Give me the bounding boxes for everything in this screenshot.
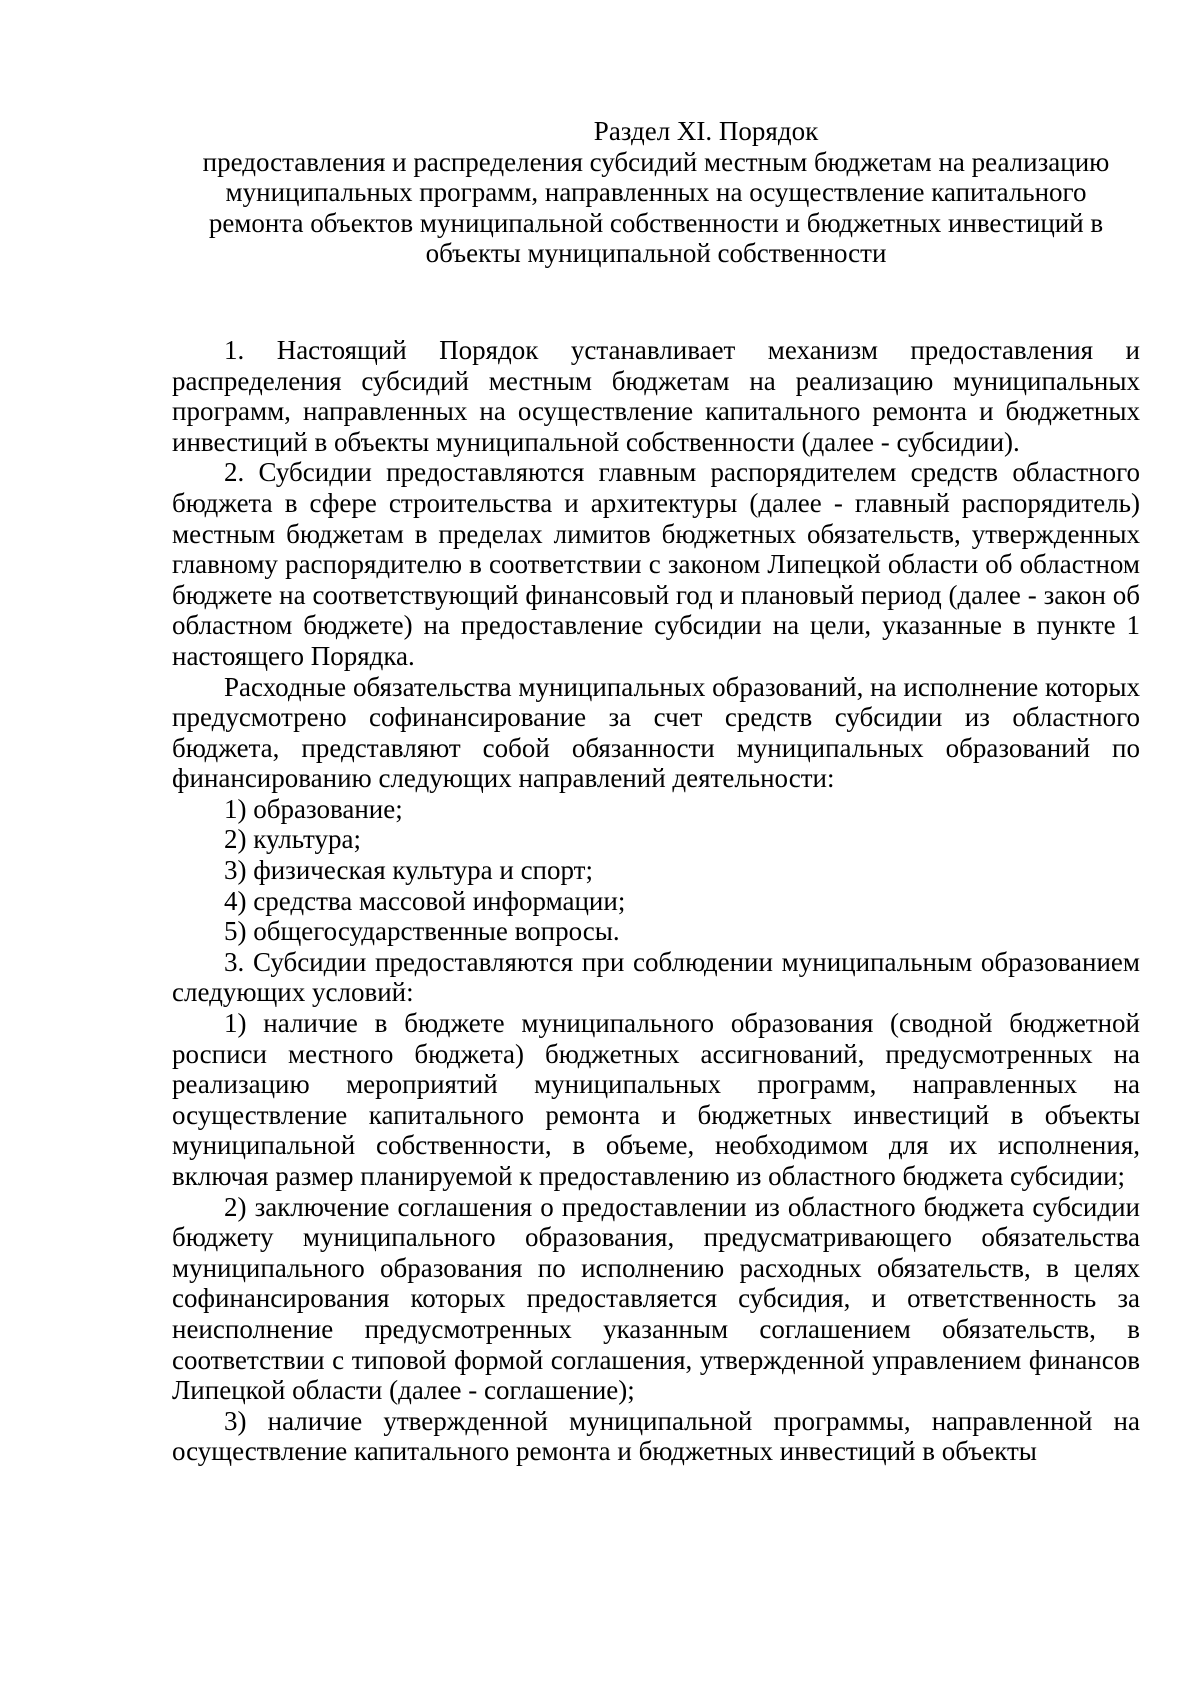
paragraph-expenditure-obligations: Расходные обязательства муниципальных образований, на исполнение которых предусмотрено софинансирование за счет средств субсидии из областного бюджета, представляют собой обязанности муниципальных образований по финансированию следующих направлений деятельности:	[172, 671, 1140, 794]
condition-2: 2) заключение соглашения о предоставлении из областного бюджета субсидии бюджету муниципального образования, предусматривающего обязательства муниципального образования по исполнению расходных обязательств, в целях софинансирования которых предоставляется субсидия, и ответственность за неисполнение предусмотренных указанным соглашением обязательств, в соответствии с типовой формой соглашения, утвержденной управлением финансов Липецкой области (далее - соглашение);	[172, 1191, 1140, 1406]
paragraph-1: 1. Настоящий Порядок устанавливает механизм предоставления и распределения субсидий местным бюджетам на реализацию муниципальных программ, направленных на осуществление капитального ремонта и бюджетных инвестиций в объекты муниципальной собственности (далее - субсидии).	[172, 334, 1140, 457]
title-line: объекты муниципальной собственности	[425, 238, 887, 269]
direction-item: 4) средства массовой информации;	[224, 885, 626, 916]
direction-item: 1) образование;	[224, 793, 403, 824]
direction-item: 3) физическая культура и спорт;	[224, 855, 593, 886]
direction-item: 5) общегосударственные вопросы.	[224, 916, 620, 947]
condition-1: 1) наличие в бюджете муниципального образования (сводной бюджетной росписи местного бюджета) бюджетных ассигнований, предусмотренных на реализацию мероприятий муниципальных программ, направленных на осуществление капитального ремонта и бюджетных инвестиций в объекты муниципальной собственности, в объеме, необходимом для их исполнения, включая размер планируемой к предоставлению из областного бюджета субсидии;	[172, 1008, 1140, 1191]
document-page	[172, 116, 1140, 1467]
title-line: ремонта объектов муниципальной собственности и бюджетных инвестиций в	[208, 207, 1104, 238]
paragraph-2: 2. Субсидии предоставляются главным распорядителем средств областного бюджета в сфере строительства и архитектуры (далее - главный распорядитель) местным бюджетам в пределах лимитов бюджетных обязательств, утвержденных главному распорядителю в соответствии с законом Липецкой области об областном бюджете на соответствующий финансовый год и плановый период (далее - закон об областном бюджете) на предоставление субсидии на цели, указанные в пункте 1 настоящего Порядка.	[172, 457, 1140, 671]
section-title	[172, 116, 1140, 269]
condition-3: 3) наличие утвержденной муниципальной программы, направленной на осуществление капитального ремонта и бюджетных инвестиций в объекты	[172, 1405, 1140, 1467]
title-line: предоставления и распределения субсидий местным бюджетам на реализацию	[202, 146, 1110, 177]
direction-item: 2) культура;	[224, 824, 361, 855]
paragraph-3: 3. Субсидии предоставляются при соблюдении муниципальным образованием следующих условий:	[172, 946, 1140, 1008]
title-line: муниципальных программ, направленных на осуществление капитального	[225, 177, 1087, 208]
title-line: Раздел XI. Порядок	[593, 116, 819, 146]
